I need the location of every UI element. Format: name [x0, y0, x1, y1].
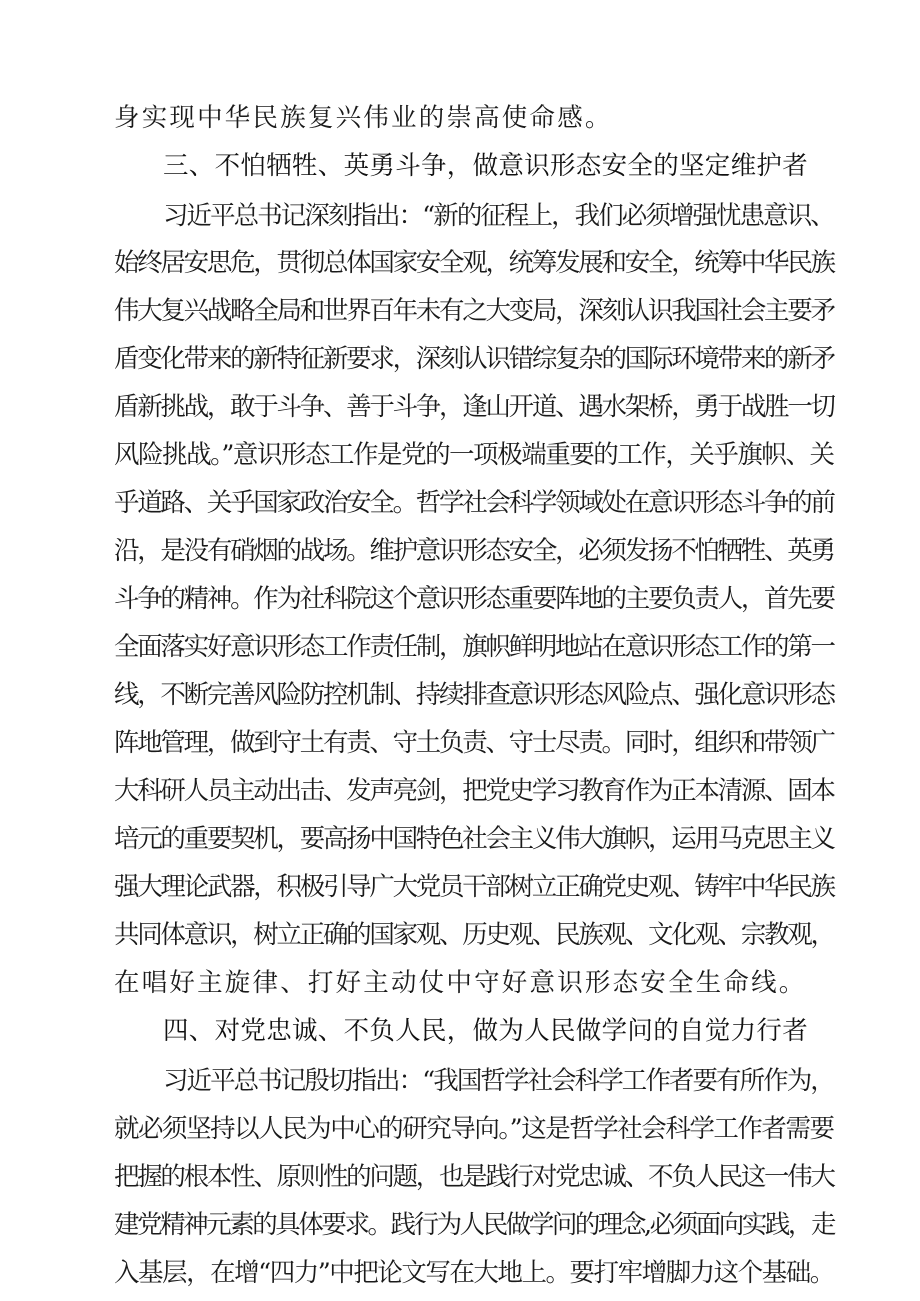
paragraph-line: 习近平总书记殷切指出：“我国哲学社会科学工作者要有所作为， — [163, 1066, 834, 1096]
paragraph-line: 全面落实好意识形态工作责任制，旗帜鲜明地站在意识形态工作的第一 — [114, 632, 834, 662]
paragraph-line: 大科研人员主动出击、发声亮剑，把党史学习教育作为正本清源、固本 — [114, 776, 834, 806]
paragraph-line: 强大理论武器，积极引导广大党员干部树立正确党史观、铸牢中华民族 — [114, 872, 834, 902]
section-heading-4: 四、对党忠诚、不负人民，做为人民做学问的自觉力行者 — [163, 1016, 809, 1046]
paragraph-line: 沿，是没有硝烟的战场。维护意识形态安全，必须发扬不怕牺牲、英勇 — [114, 536, 834, 566]
paragraph-line: 就必须坚持以人民为中心的研究导向。”这是哲学社会科学工作者需要 — [114, 1114, 834, 1144]
paragraph-line: 风险挑战。”意识形态工作是党的一项极端重要的工作，关乎旗帜、关 — [114, 440, 834, 470]
paragraph-line: 共同体意识，树立正确的国家观、历史观、民族观、文化观、宗教观， — [114, 920, 834, 950]
paragraph-line: 入基层，在增“四力”中把论文写在大地上。要打牢增脚力这个基础。 — [114, 1258, 834, 1288]
paragraph-line: 盾变化带来的新特征新要求，深刻认识错综复杂的国际环境带来的新矛 — [114, 344, 834, 374]
paragraph-line: 伟大复兴战略全局和世界百年未有之大变局，深刻认识我国社会主要矛 — [114, 296, 834, 326]
paragraph-line: 建党精神元素的具体要求。践行为人民做学问的理念,必须面向实践，走 — [114, 1210, 835, 1240]
paragraph-line: 身实现中华民族复兴伟业的崇高使命感。 — [114, 103, 613, 133]
paragraph-line: 阵地管理，做到守土有责、守土负责、守士尽责。同时，组织和带领广 — [114, 728, 834, 758]
paragraph-line: 在唱好主旋律、打好主动仗中守好意识形态安全生命线。 — [114, 968, 807, 998]
paragraph-line: 盾新挑战，敢于斗争、善于斗争，逢山开道、遇水架桥，勇于战胜一切 — [114, 392, 834, 422]
section-heading-3: 三、不怕牺牲、英勇斗争，做意识形态安全的坚定维护者 — [163, 151, 809, 181]
paragraph-line: 习近平总书记深刻指出：“新的征程上，我们必须增强忧患意识、 — [163, 201, 834, 231]
paragraph-line: 把握的根本性、原则性的问题，也是践行对党忠诚、不负人民这一伟大 — [114, 1162, 834, 1192]
paragraph-line: 斗争的精神。作为社科院这个意识形态重要阵地的主要负责人，首先要 — [114, 584, 834, 614]
paragraph-line: 乎道路、关乎国家政治安全。哲学社会科学领域处在意识形态斗争的前 — [114, 488, 834, 518]
paragraph-line: 始终居安思危，贯彻总体国家安全观，统筹发展和安全，统筹中华民族 — [114, 248, 834, 278]
paragraph-line: 线，不断完善风险防控机制、持续排查意识形态风险点、强化意识形态 — [114, 680, 834, 710]
paragraph-line: 培元的重要契机，要高扬中国特色社会主义伟大旗帜，运用马克思主义 — [114, 824, 834, 854]
